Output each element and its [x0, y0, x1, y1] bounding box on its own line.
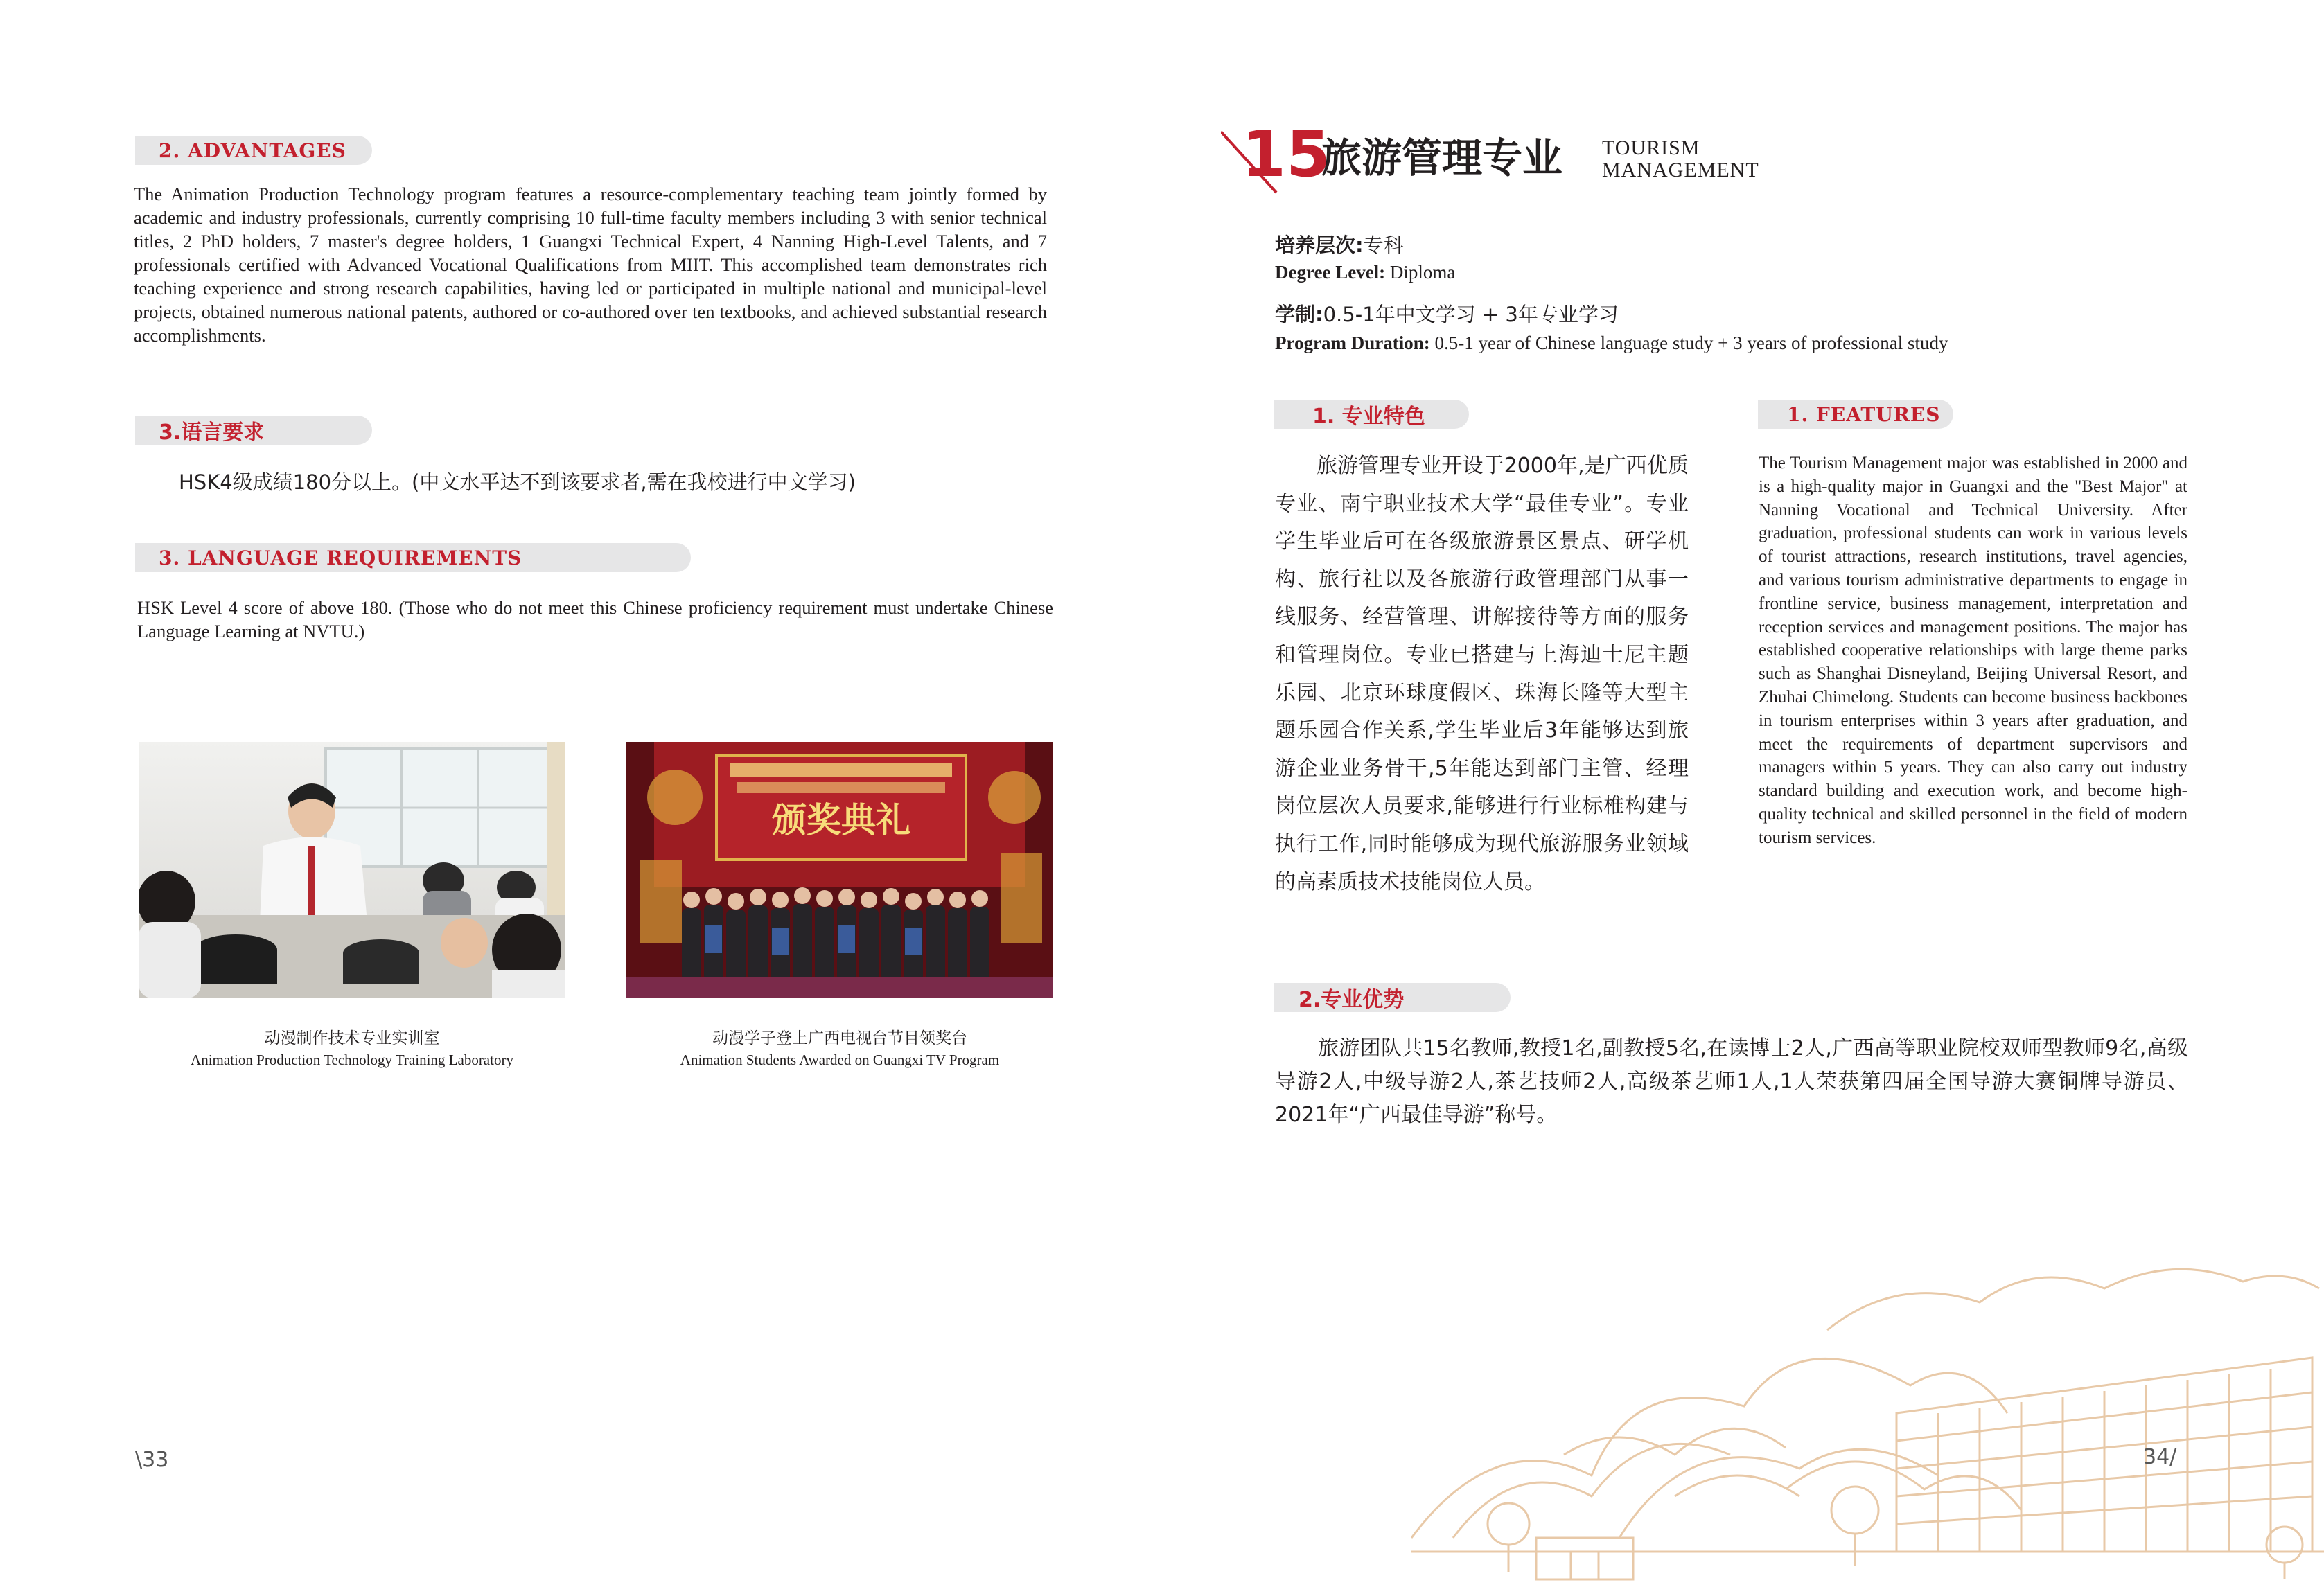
advantages-zh-body: 旅游团队共15名教师,教授1名,副教授5名,在读博士2人,广西高等职业院校双师型教师9名,高级导游2人,中级导游2人,茶艺技师2人,高级茶艺师1人,1人荣获第四届全国导游大赛铜牌导游员、2021年“广西最佳导游”称号。 [1275, 1036, 2188, 1127]
language-requirements-en-heading: 3. LANGUAGE REQUIREMENTS [135, 543, 691, 572]
degree-en-value: Diploma [1389, 262, 1456, 283]
major-title-en [1602, 137, 1759, 181]
degree-zh-value: 专科 [1363, 233, 1404, 257]
duration-zh-value: 0.5-1年中文学习 + 3年专业学习 [1323, 303, 1619, 326]
features-zh-heading: 1. 专业特色 [1274, 400, 1469, 429]
features-zh-body: 旅游管理专业开设于2000年,是广西优质专业、南宁职业技术大学“最佳专业”。专业学生毕业后可在各级旅游景区景点、研学机构、旅行社以及各旅游行政管理部门从事一线服务、经营管理、讲解接待等方面的服务和管理岗位。专业已搭建与上海迪士尼主题乐园、北京环球度假区、珠海长隆等大型主题乐园合作关系,学生毕业后3年能够达到旅游企业业务骨干,5年能达到部门主管、经理岗位层次人员要求,能够进行行业标椎构建与执行工作,同时能够成为现代旅游服务业领域的高素质技术技能岗位人员。 [1275, 454, 1689, 894]
degree-en [1275, 260, 1455, 284]
award-ceremony-caption-zh: 动漫学子登上广西电视台节目领奖台 [712, 1029, 967, 1047]
duration-zh [1275, 301, 1619, 328]
duration-en-value: 0.5-1 year of Chinese language study + 3 years of professional study [1434, 333, 1948, 353]
training-lab-photo [139, 742, 565, 998]
award-ceremony-caption-en: Animation Students Awarded on Guangxi TV Program [680, 1052, 1000, 1068]
advantages-body: The Animation Production Technology program features a resource-complementary teaching team jointly formed by academic and industry professionals, currently comprising 10 full-time faculty members including 3 with senior technical titles, 2 PhD holders, 7 master's degree holders, 1 Guangxi Technical Expert, 4 Nanning High-Level Talents, and 7 professionals certified with Advanced Vocational Qualifications from MIIT. This accomplished team demonstrates rich teaching experience and strong research capabilities, having led or participated in multiple national and municipal-level projects, obtained numerous national patents, authored or co-authored over ten textbooks, and achieved substantial research accomplishments. [134, 184, 1047, 346]
duration-en-label: Program Duration: [1275, 333, 1430, 353]
training-lab-caption-en: Animation Production Technology Training Laboratory [191, 1052, 513, 1068]
language-requirements-zh-heading: 3.语言要求 [135, 416, 372, 445]
advantages-zh-heading: 2.专业优势 [1274, 983, 1511, 1012]
major-title-zh: 旅游管理专业 [1321, 134, 1563, 181]
right-page [1162, 0, 2324, 1587]
advantages-heading: 2. ADVANTAGES [135, 136, 372, 165]
degree-zh [1275, 231, 1404, 259]
features-en-heading: 1. FEATURES [1758, 400, 1953, 429]
training-lab-caption-zh: 动漫制作技术专业实训室 [264, 1029, 440, 1047]
ceremony-banner-text: 颁奖典礼 [772, 800, 910, 840]
right-page-number: 34/ [2143, 1445, 2177, 1469]
major-title-en-line1: TOURISM [1602, 136, 1700, 159]
degree-en-label: Degree Level: [1275, 262, 1386, 283]
duration-zh-label: 学制: [1275, 303, 1323, 326]
award-ceremony-image [626, 742, 1053, 998]
language-requirements-zh-body: HSK4级成绩180分以上。(中文水平达不到该要求者,需在我校进行中文学习) [179, 470, 856, 494]
degree-zh-label: 培养层次: [1275, 233, 1364, 257]
award-ceremony-photo [626, 742, 1053, 998]
language-requirements-en-body: HSK Level 4 score of above 180. (Those who do not meet this Chinese proficiency requirement must undertake Chinese Language Learning at NVTU.) [137, 597, 1053, 641]
duration-en [1275, 331, 1948, 355]
left-page-number: \33 [135, 1448, 169, 1472]
features-en-body: The Tourism Management major was established in 2000 and is a high-quality major in Guangxi and the "Best Major" at Nanning Vocational and Technical University. After graduation, professional students can work in various levels of tourist attractions, research institutions, travel agencies, and various tourism administrative departments to engage in frontline service, business management, interpretation and reception services and management positions. The major has established cooperative relationships with large theme parks such as Shanghai Disneyland, Beijing Universal Resort, and Zhuhai Chimelong. Students can become business backbones in tourism enterprises within 3 years after graduation, and meet the requirements of department supervisors and managers within 5 years. They can also carry out industry standard building and execution work, and become high-quality technical and skilled personnel in the field of modern tourism services. [1759, 454, 2187, 847]
campus-line-art [1411, 1247, 2324, 1587]
major-number: 15 [1242, 117, 1331, 191]
major-title-en-line2: MANAGEMENT [1602, 159, 1759, 181]
training-lab-image [139, 742, 565, 998]
